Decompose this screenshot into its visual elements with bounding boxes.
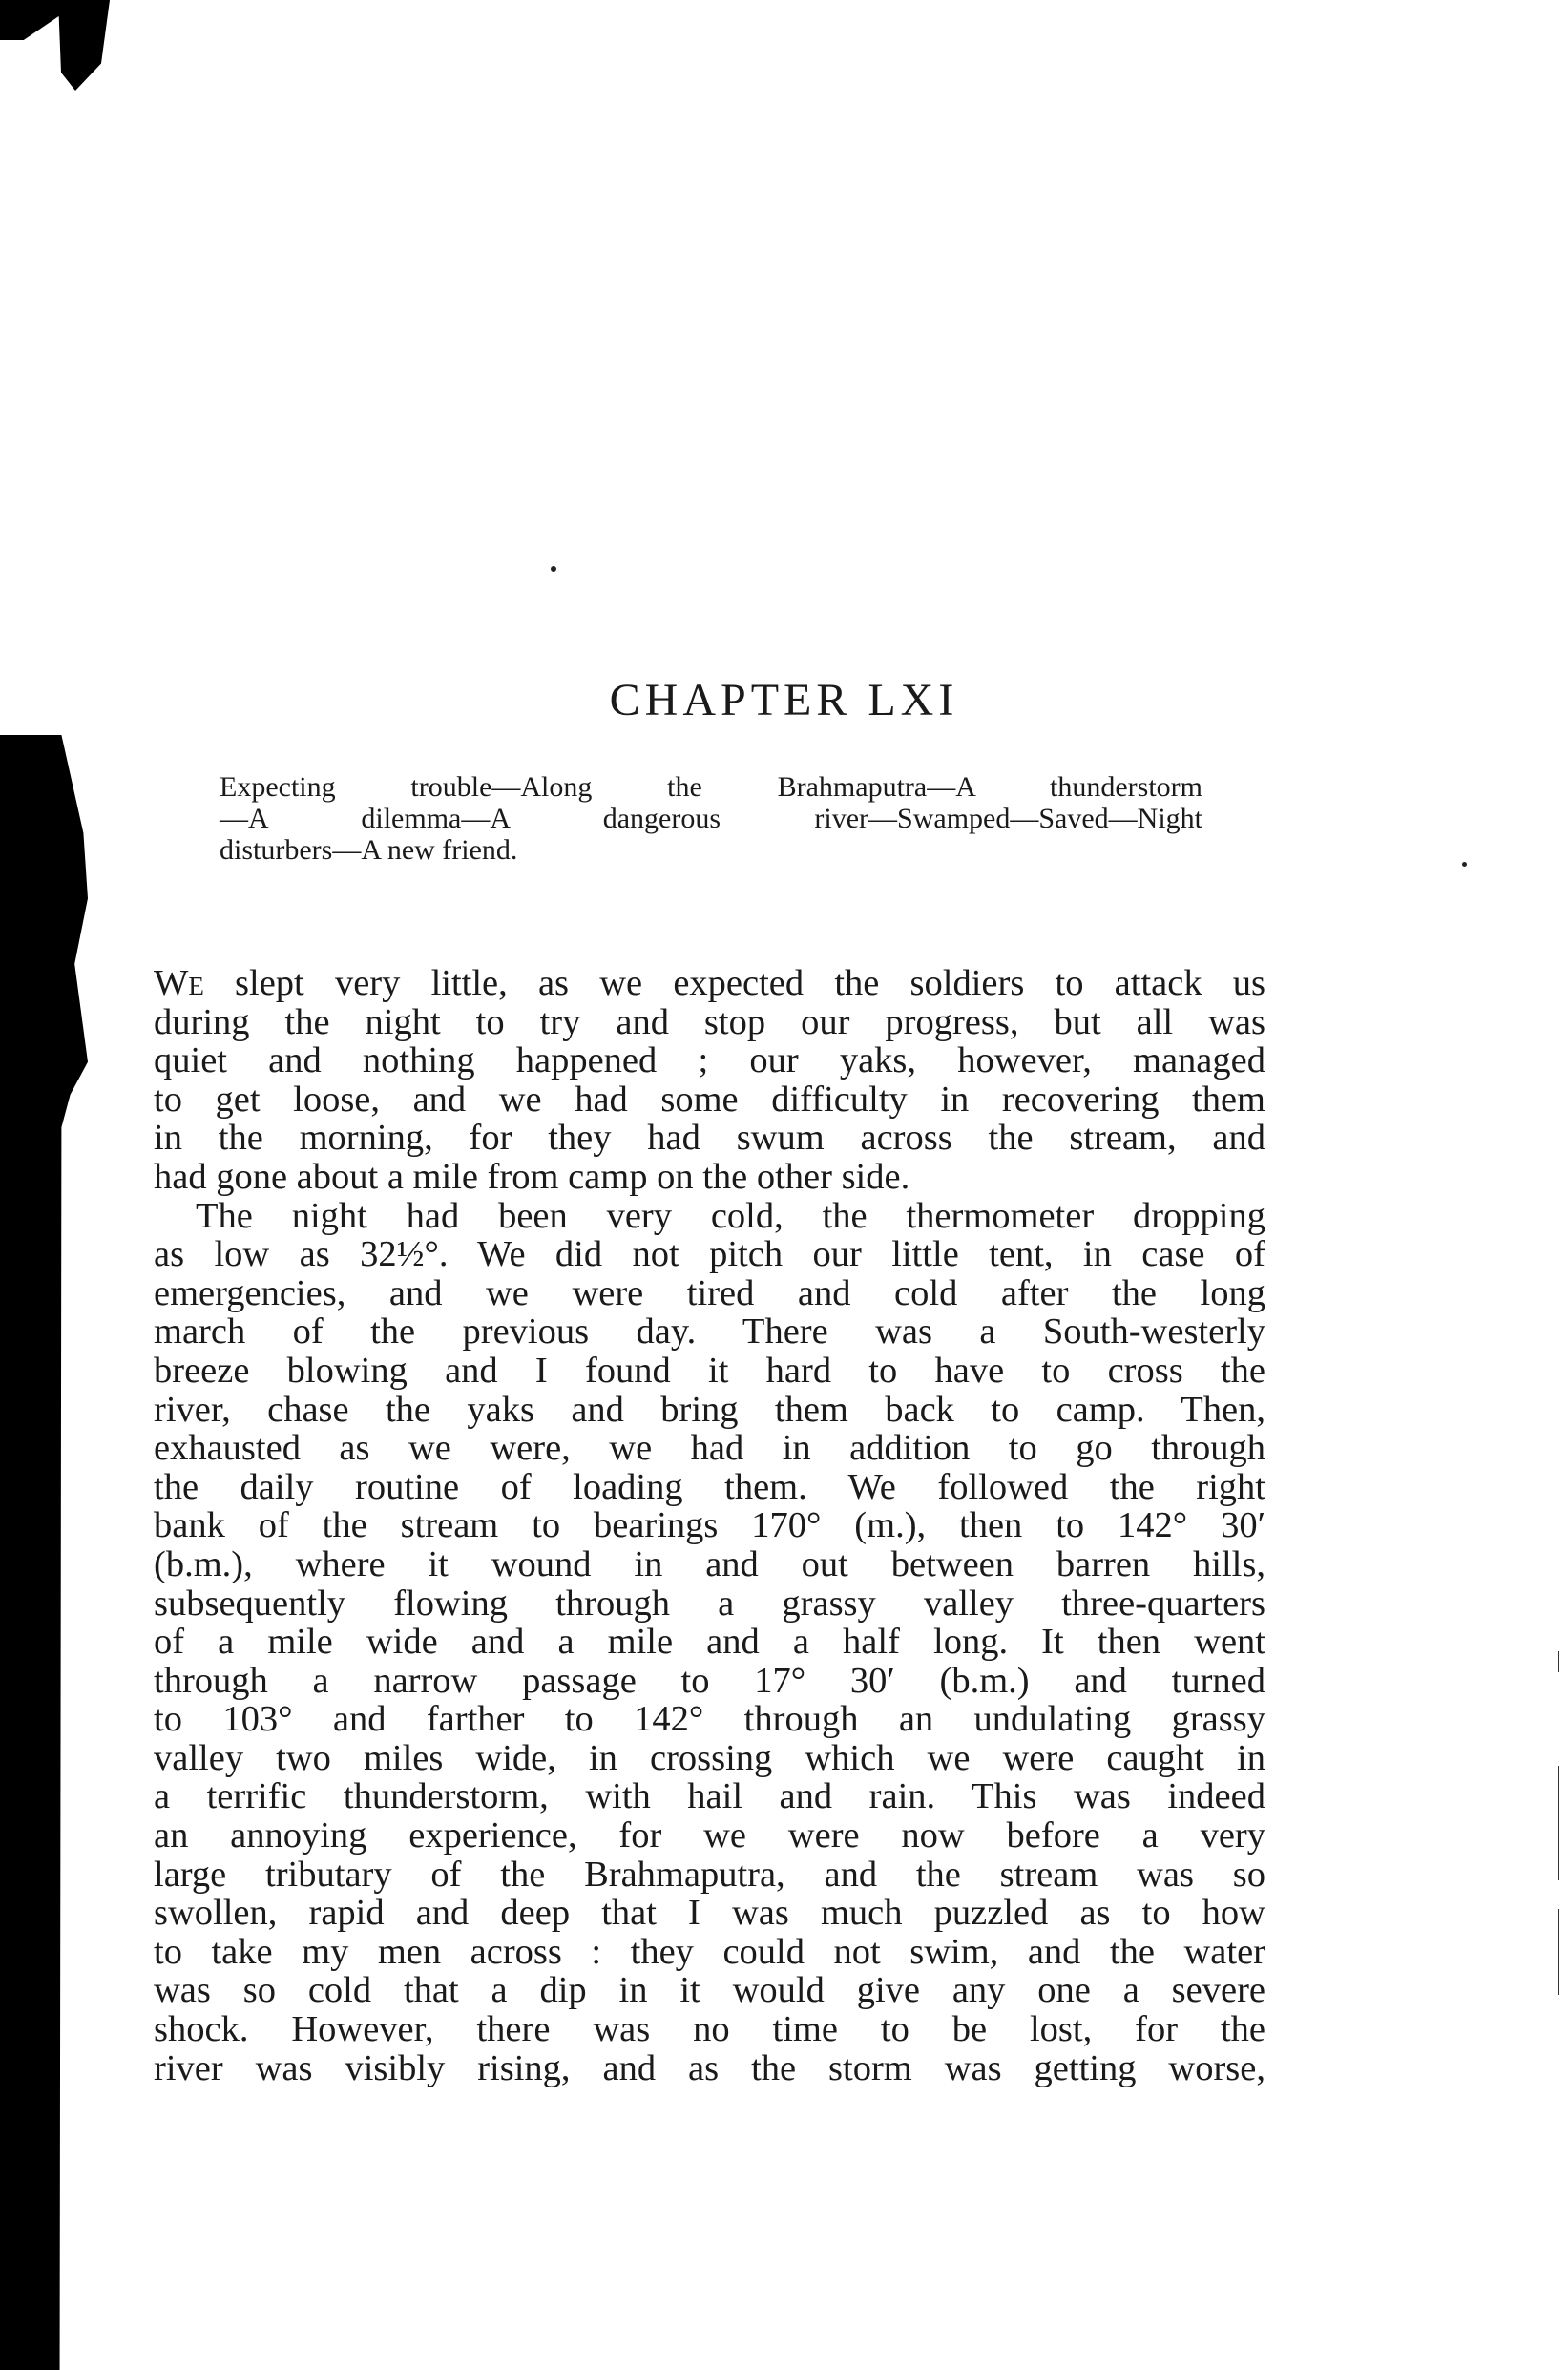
body-line: valley two miles wide, in crossing which we were caught in: [154, 1737, 1265, 1778]
scan-edge-right-mark: [1558, 1651, 1559, 1672]
body-line: as low as 32½°. We did not pitch our little tent, in case of: [154, 1234, 1265, 1275]
body-line: slept very little, as we expected the soldiers to attack us: [203, 963, 1265, 1003]
body-line: during the night to try and stop our progress, but all was: [154, 1001, 1265, 1042]
scan-edge-right-mark: [1558, 1909, 1559, 1995]
scan-edge-top-left-shadow: [52, 0, 110, 91]
body-line: an annoying experience, for we were now before a very: [154, 1815, 1265, 1856]
body-line: swollen, rapid and deep that I was much puzzled as to how: [154, 1893, 1265, 1934]
body-line: to 103° and farther to 142° through an undulating grassy: [154, 1699, 1265, 1740]
dropcap-word: We: [154, 963, 204, 1003]
body-line: the daily routine of loading them. We followed the right: [154, 1466, 1265, 1507]
body-line: bank of the stream to bearings 170° (m.), then to 142° 30′: [154, 1505, 1265, 1546]
chapter-title: CHAPTER LXI: [609, 675, 959, 725]
body-line: large tributary of the Brahmaputra, and the stream was so: [154, 1854, 1265, 1895]
body-line: through a narrow passage to 17° 30′ (b.m.) and turned: [154, 1660, 1265, 1701]
body-line: of a mile wide and a mile and a half long. It then went: [154, 1622, 1265, 1663]
chapter-body: [154, 964, 1265, 2087]
body-line: to get loose, and we had some difficulty in recovering them: [154, 1079, 1265, 1120]
body-line: exhausted as we were, we had in addition to go through: [154, 1428, 1265, 1469]
body-line: The night had been very cold, the thermometer dropping: [196, 1195, 1265, 1236]
body-line: subsequently flowing through a grassy valley three-quarters: [154, 1583, 1265, 1624]
scan-edge-left: [0, 735, 88, 2370]
body-line: emergencies, and we were tired and cold after the long: [154, 1272, 1265, 1313]
body-line: breeze blowing and I found it hard to have to cross the: [154, 1350, 1265, 1391]
scan-edge-top-left: [0, 0, 59, 40]
body-line-first: [154, 964, 1265, 1003]
synopsis-line: disturbers—A new friend.: [220, 834, 518, 866]
body-line: river was visibly rising, and as the storm was getting worse,: [154, 2047, 1265, 2088]
scan-edge-right-mark: [1558, 1766, 1559, 1880]
speck-mark: [1462, 862, 1467, 867]
synopsis-line: Expecting trouble—Along the Brahmaputra—A thunderstorm: [220, 771, 1202, 803]
body-line: shock. However, there was no time to be lost, for the: [154, 2009, 1265, 2050]
body-line: in the morning, for they had swum across the stream, and: [154, 1118, 1265, 1159]
body-line: (b.m.), where it wound in and out between barren hills,: [154, 1543, 1265, 1584]
body-line: quiet and nothing happened ; our yaks, however, managed: [154, 1040, 1265, 1081]
chapter-synopsis: [220, 771, 1202, 866]
body-line: had gone about a mile from camp on the other side.: [154, 1156, 910, 1197]
body-line: a terrific thunderstorm, with hail and rain. This was indeed: [154, 1776, 1265, 1817]
synopsis-line: —A dilemma—A dangerous river—Swamped—Saved—Night: [220, 803, 1202, 834]
body-line: river, chase the yaks and bring them back to camp. Then,: [154, 1389, 1265, 1430]
body-line: was so cold that a dip in it would give any one a severe: [154, 1970, 1265, 2011]
body-line: to take my men across : they could not swim, and the water: [154, 1931, 1265, 1972]
body-line: march of the previous day. There was a South-westerly: [154, 1311, 1265, 1353]
speck-mark: [551, 566, 556, 572]
